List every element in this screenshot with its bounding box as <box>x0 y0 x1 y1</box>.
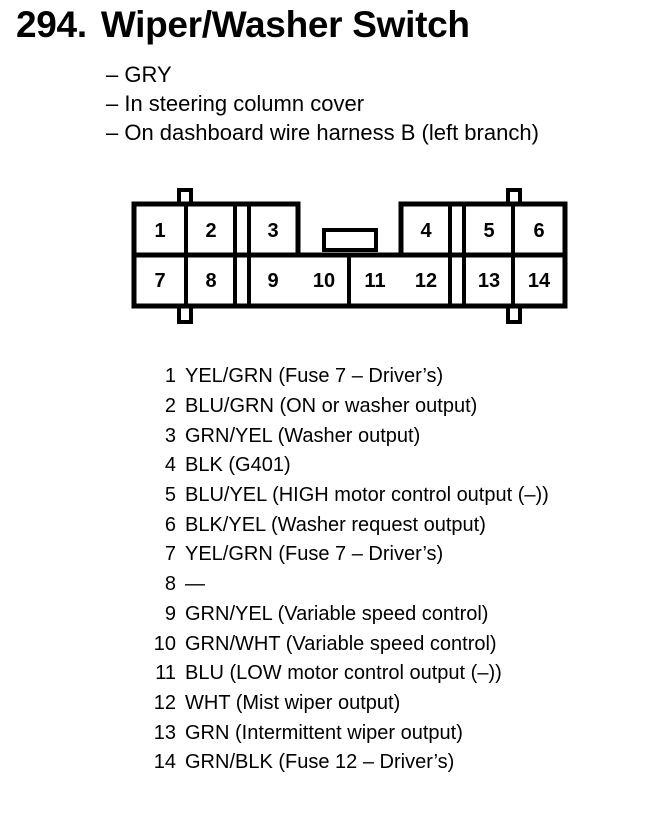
pin-number: 8 <box>164 573 176 596</box>
pin-number: 7 <box>164 543 176 566</box>
pin-description: BLK (G401) <box>185 454 291 477</box>
cavity-8: 8 <box>205 270 217 292</box>
pin-row-14 <box>142 748 549 778</box>
cavity-5: 5 <box>483 220 495 242</box>
pin-row-3 <box>142 421 549 451</box>
pin-number: 1 <box>164 365 176 388</box>
pin-description: GRN (Intermittent wiper output) <box>185 721 463 744</box>
pin-row-11 <box>142 659 549 689</box>
pin-description: YEL/GRN (Fuse 7 – Driver’s) <box>185 365 444 388</box>
cavity-1: 1 <box>154 220 166 242</box>
pin-row-2 <box>142 392 549 422</box>
cavity-14: 14 <box>527 270 551 292</box>
pin-description: WHT (Mist wiper output) <box>185 691 401 714</box>
pin-row-8 <box>142 570 549 600</box>
pin-number: 2 <box>164 395 176 418</box>
component-number: 294. <box>16 4 87 45</box>
pin-row-9 <box>142 600 549 630</box>
cavity-6: 6 <box>533 220 545 242</box>
note-color: – GRY <box>106 62 172 87</box>
pin-number: 13 <box>153 721 176 744</box>
pin-description: BLU/GRN (ON or washer output) <box>185 395 478 418</box>
cavity-7: 7 <box>154 270 166 292</box>
connector-key <box>324 230 376 250</box>
pin-number: 5 <box>164 484 176 507</box>
pin-description: GRN/YEL (Washer output) <box>185 424 421 447</box>
pin-number: 10 <box>153 632 176 655</box>
cavity-9: 9 <box>267 270 279 292</box>
pin-row-12 <box>142 689 549 719</box>
note-location: – In steering column cover <box>106 91 365 116</box>
pin-description: GRN/BLK (Fuse 12 – Driver’s) <box>185 751 455 774</box>
pin-number: 6 <box>164 513 176 536</box>
cavity-11: 11 <box>364 270 386 292</box>
pin-number: 12 <box>153 691 176 714</box>
cavity-12: 12 <box>414 270 438 292</box>
pin-row-13 <box>142 718 549 748</box>
pin-description: BLU (LOW motor control output (–)) <box>185 662 502 685</box>
pin-description: — <box>185 573 205 596</box>
pin-row-10 <box>142 629 549 659</box>
note-harness: – On dashboard wire harness B (left branch) <box>106 120 539 145</box>
pin-row-1 <box>142 362 549 392</box>
connector-diagram <box>0 0 672 360</box>
pin-description: GRN/YEL (Variable speed control) <box>185 602 489 625</box>
pin-row-6 <box>142 510 549 540</box>
pin-list <box>142 362 549 778</box>
pin-number: 14 <box>153 751 176 774</box>
pin-row-7 <box>142 540 549 570</box>
pin-number: 4 <box>164 454 176 477</box>
pin-description: GRN/WHT (Variable speed control) <box>185 632 497 655</box>
cavity-13: 13 <box>477 270 501 292</box>
cavity-2: 2 <box>205 220 217 242</box>
component-name: Wiper/Washer Switch <box>100 4 470 45</box>
cavity-10: 10 <box>312 270 336 292</box>
pin-number: 3 <box>164 424 176 447</box>
pin-row-4 <box>142 451 549 481</box>
pin-row-5 <box>142 481 549 511</box>
pin-number: 11 <box>155 662 176 685</box>
cavity-3: 3 <box>267 220 279 242</box>
pin-description: BLK/YEL (Washer request output) <box>185 513 486 536</box>
pin-description: BLU/YEL (HIGH motor control output (–)) <box>185 484 549 507</box>
cavity-4: 4 <box>420 220 432 242</box>
pin-number: 9 <box>164 602 176 625</box>
pin-description: YEL/GRN (Fuse 7 – Driver’s) <box>185 543 444 566</box>
